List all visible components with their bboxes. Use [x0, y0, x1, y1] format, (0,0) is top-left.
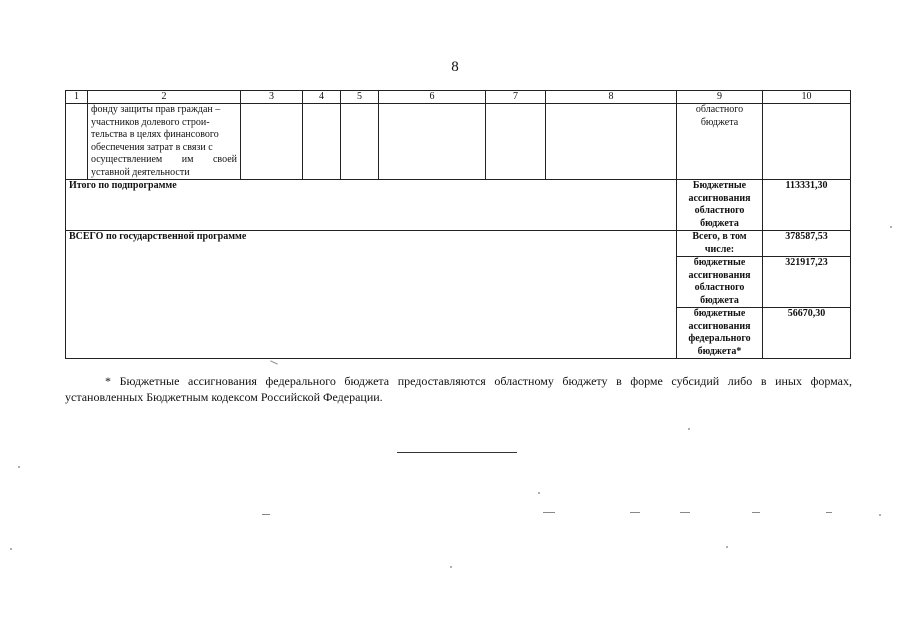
description-line: уставной деятельности — [91, 166, 190, 178]
description-line: обеспечения затрат в связи с — [91, 141, 213, 153]
amount-cell: 113331,30 — [763, 180, 851, 231]
footnote: * Бюджетные ассигнования федерального бюджета предоставляются областному бюджету в форме субсидий либо в иных формах, установленных Бюджетным кодексом Российской Федерации. — [65, 374, 852, 404]
scan-mark — [450, 566, 452, 568]
scan-mark — [826, 512, 832, 513]
scan-mark — [879, 514, 881, 516]
scan-mark — [688, 428, 690, 430]
funding-source-cell: областного бюджета — [677, 104, 763, 180]
program-total-row — [66, 231, 851, 257]
end-divider — [397, 452, 517, 453]
scan-mark — [538, 492, 540, 494]
funding-source-cell: бюджетные ассигнования областного бюджета — [677, 257, 763, 308]
description-line: фонду защиты прав граждан – — [91, 104, 221, 115]
subprogram-total-label: Итого по подпрограмме — [66, 180, 677, 231]
amount-cell — [763, 104, 851, 180]
table-cell — [303, 104, 341, 180]
budget-table — [65, 90, 851, 359]
header-cell: 4 — [303, 91, 341, 104]
header-cell: 8 — [546, 91, 677, 104]
header-cell: 2 — [88, 91, 241, 104]
funding-source-cell: бюджетные ассигнования федерального бюджета* — [677, 308, 763, 359]
table-cell — [546, 104, 677, 180]
header-cell: 3 — [241, 91, 303, 104]
description-line: участников долевого строи- — [91, 116, 210, 128]
scan-mark — [726, 546, 728, 548]
header-cell: 6 — [379, 91, 486, 104]
table-cell — [486, 104, 546, 180]
program-total-label: ВСЕГО по государственной программе — [66, 231, 677, 359]
subprogram-total-row — [66, 180, 851, 231]
table-cell — [379, 104, 486, 180]
table-header-row — [66, 91, 851, 104]
header-cell: 7 — [486, 91, 546, 104]
header-cell: 5 — [341, 91, 379, 104]
table-cell — [241, 104, 303, 180]
description-line: тельства в целях финансового — [91, 129, 219, 140]
amount-cell: 56670,30 — [763, 308, 851, 359]
scan-mark — [18, 466, 20, 468]
scan-mark — [270, 360, 278, 364]
scan-mark — [630, 512, 640, 513]
measure-description-cell — [88, 104, 241, 180]
scan-mark — [543, 512, 555, 513]
scan-mark — [752, 512, 760, 513]
scan-mark — [890, 226, 892, 228]
table-row — [66, 104, 851, 180]
table-cell — [66, 104, 88, 180]
scan-mark — [262, 514, 270, 515]
header-cell: 1 — [66, 91, 88, 104]
funding-source-cell: Бюджетные ассигнования областного бюджета — [677, 180, 763, 231]
scan-mark — [10, 548, 12, 550]
funding-source-cell: Всего, в том числе: — [677, 231, 763, 257]
amount-cell: 378587,53 — [763, 231, 851, 257]
page-number: 8 — [451, 59, 459, 75]
header-cell: 9 — [677, 91, 763, 104]
table-cell — [341, 104, 379, 180]
header-cell: 10 — [763, 91, 851, 104]
amount-cell: 321917,23 — [763, 257, 851, 308]
description-line: осуществлением им своей — [91, 154, 237, 165]
scan-mark — [680, 512, 690, 513]
